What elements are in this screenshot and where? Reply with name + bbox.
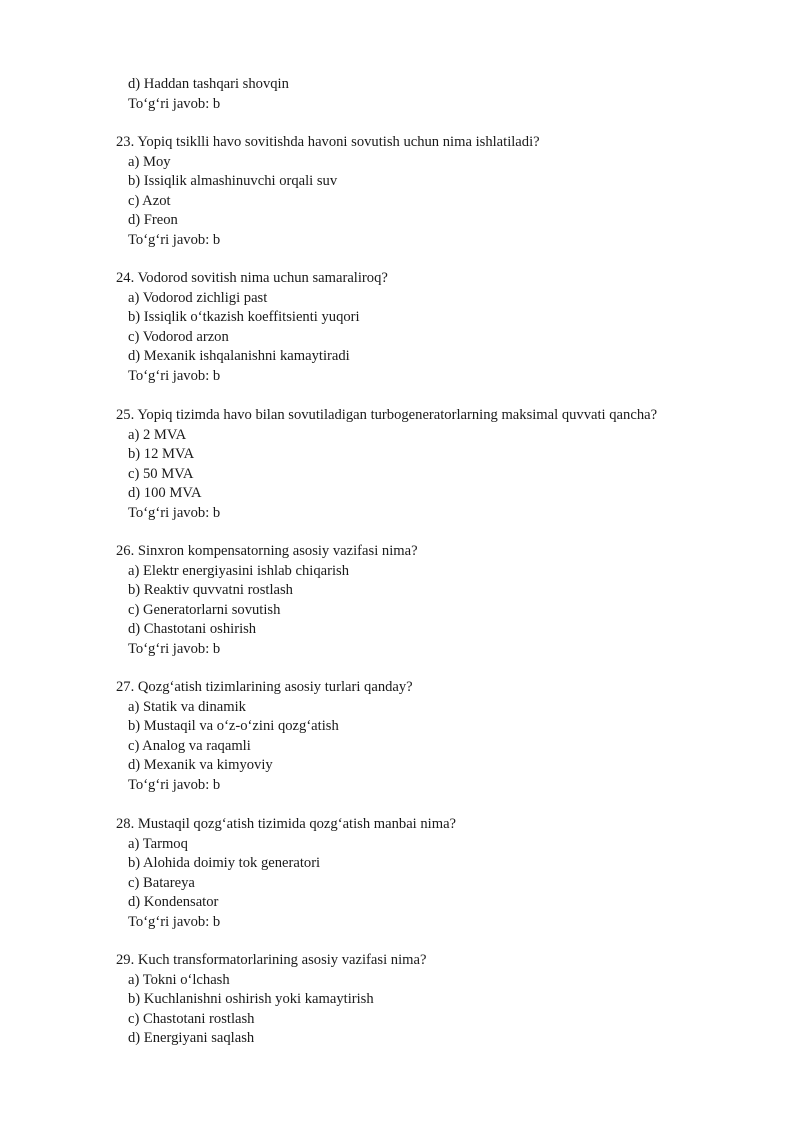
correct-answer: To‘g‘ri javob: b [128, 367, 221, 384]
option-b: b) 12 MVA [128, 446, 195, 462]
option-c: c) Azot [128, 192, 171, 209]
option-d: d) Haddan tashqari shovqin [128, 76, 289, 92]
option-c: c) 50 MVA [128, 465, 194, 482]
correct-answer: To‘g‘ri javob: b [128, 95, 221, 112]
option-c: c) Batareya [128, 874, 195, 891]
question-25 [116, 406, 736, 523]
option-d: d) Mexanik va kimyoviy [128, 757, 273, 773]
option-b: b) Issiqlik o‘tkazish koeffitsienti yuqori [128, 309, 360, 325]
option-d: d) Kondensator [128, 894, 219, 910]
correct-answer: To‘g‘ri javob: b [128, 776, 221, 793]
question-26 [116, 542, 736, 659]
question-24 [116, 269, 736, 386]
option-b: b) Mustaqil va o‘z-o‘zini qozg‘atish [128, 718, 339, 734]
option-c: c) Vodorod arzon [128, 328, 229, 345]
question-29 [116, 951, 736, 1049]
question-title: 26. Sinxron kompensatorning asosiy vazifasi nima? [116, 543, 418, 559]
question-title: 24. Vodorod sovitish nima uchun samaraliroq? [116, 270, 388, 286]
question-title: 28. Mustaqil qozg‘atish tizimida qozg‘atish manbai nima? [116, 816, 457, 832]
correct-answer: To‘g‘ri javob: b [128, 504, 221, 521]
option-d: d) Chastotani oshirish [128, 621, 257, 637]
option-d: d) Energiyani saqlash [128, 1030, 255, 1046]
correct-answer: To‘g‘ri javob: b [128, 231, 221, 248]
correct-answer: To‘g‘ri javob: b [128, 640, 221, 657]
correct-answer: To‘g‘ri javob: b [128, 913, 221, 930]
question-title: 25. Yopiq tizimda havo bilan sovutiladigan turbogeneratorlarning maksimal quvvati qancha? [116, 407, 658, 423]
option-b: b) Reaktiv quvvatni rostlash [128, 582, 293, 598]
option-a: a) Statik va dinamik [128, 698, 246, 715]
option-a: a) 2 MVA [128, 426, 187, 443]
option-a: a) Tarmoq [128, 835, 188, 852]
option-a: a) Elektr energiyasini ishlab chiqarish [128, 562, 350, 579]
question-27 [116, 678, 736, 795]
option-c: c) Chastotani rostlash [128, 1010, 255, 1027]
question-28 [116, 815, 736, 932]
question-title: 23. Yopiq tsiklli havo sovitishda havoni sovutish uchun nima ishlatiladi? [116, 134, 540, 150]
option-d: d) Mexanik ishqalanishni kamaytiradi [128, 348, 350, 364]
question-23 [116, 133, 736, 250]
option-b: b) Kuchlanishni oshirish yoki kamaytirish [128, 991, 374, 1007]
option-a: a) Vodorod zichligi past [128, 289, 268, 306]
option-c: c) Generatorlarni sovutish [128, 601, 281, 618]
option-a: a) Moy [128, 153, 171, 170]
option-a: a) Tokni o‘lchash [128, 971, 230, 988]
option-c: c) Analog va raqamli [128, 737, 251, 754]
option-b: b) Alohida doimiy tok generatori [128, 855, 321, 871]
question-title: 29. Kuch transformatorlarining asosiy vazifasi nima? [116, 952, 427, 968]
question-title: 27. Qozg‘atish tizimlarining asosiy turlari qanday? [116, 679, 413, 695]
question-22-continuation [116, 75, 736, 114]
option-d: d) Freon [128, 212, 178, 228]
option-b: b) Issiqlik almashinuvchi orqali suv [128, 173, 338, 189]
option-d: d) 100 MVA [128, 485, 202, 501]
